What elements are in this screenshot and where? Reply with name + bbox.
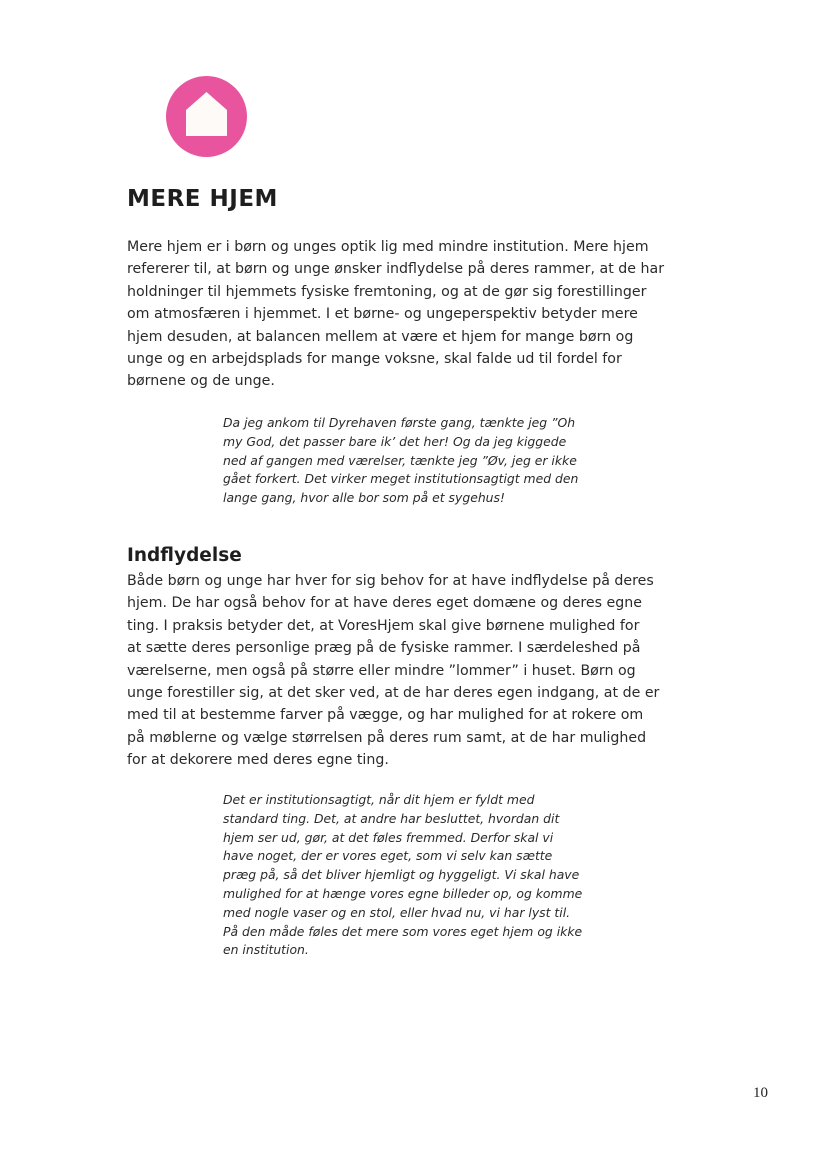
home-icon <box>166 76 247 157</box>
intro-paragraph: Mere hjem er i børn og unges optik lig med mindre institution. Mere hjem refererer til, at børn og unge ønsker indflydelse på deres rammer, at de har holdninger til hjemmets fysiske fremtoning, og at de gør sig forestillinger om atmosfæren i hjemmet. I et børne- og ungeperspektiv betyder mere hjem desuden, at balancen mellem at være et hjem for mange børn og unge og en arbejdsplads for mange voksne, skal falde ud til fordel for børnene og de unge. <box>127 239 665 390</box>
page-title: MERE HJEM <box>127 186 278 212</box>
indflydelse-paragraph: Både børn og unge har hver for sig behov for at have indflydelse på deres hjem. De har også behov for at have deres eget domæne og deres egne ting. I praksis betyder det, at VoresHjem skal give børnene mulighed for at sætte deres personlige præg på de fysiske rammer. I særdeleshed på værelserne, men også på større eller mindre ”lommer” i huset. Børn og unge forestiller sig, at det sker ved, at de har deres egen indgang, at de er med til at bestemme farver på vægge, og har mulighed for at rokere om på møblerne og vælge størrelsen på deres rum samt, at de har mulighed for at dekorere med deres egne ting. <box>127 573 660 769</box>
quote-dyrehaven: Da jeg ankom til Dyrehaven første gang, tænkte jeg ”Oh my God, det passer bare ik’ det her! Og da jeg kiggede ned af gangen med værelser, tænkte jeg ”Øv, jeg er ikke gået forkert. Det virker meget institutionsagtigt med den lange gang, hvor alle bor som på et sygehus! <box>223 415 579 506</box>
home-icon-graphic <box>166 76 247 157</box>
section-heading-indflydelse: Indflydelse <box>127 545 242 566</box>
quote-institution: Det er institutionsagtigt, når dit hjem er fyldt med standard ting. Det, at andre har besluttet, hvordan dit hjem ser ud, gør, at det føles fremmed. Derfor skal vi have noget, der er vores eget, som vi selv kan sætte præg på, så det bliver hjemligt og hyggeligt. Vi skal have mulighed for at hænge vores egne billeder op, og komme med nogle vaser og en stol, eller hvad nu, vi har lyst til. På den måde føles det mere som vores eget hjem og ikke en institution. <box>223 792 583 958</box>
page-number: 10 <box>753 1085 768 1101</box>
